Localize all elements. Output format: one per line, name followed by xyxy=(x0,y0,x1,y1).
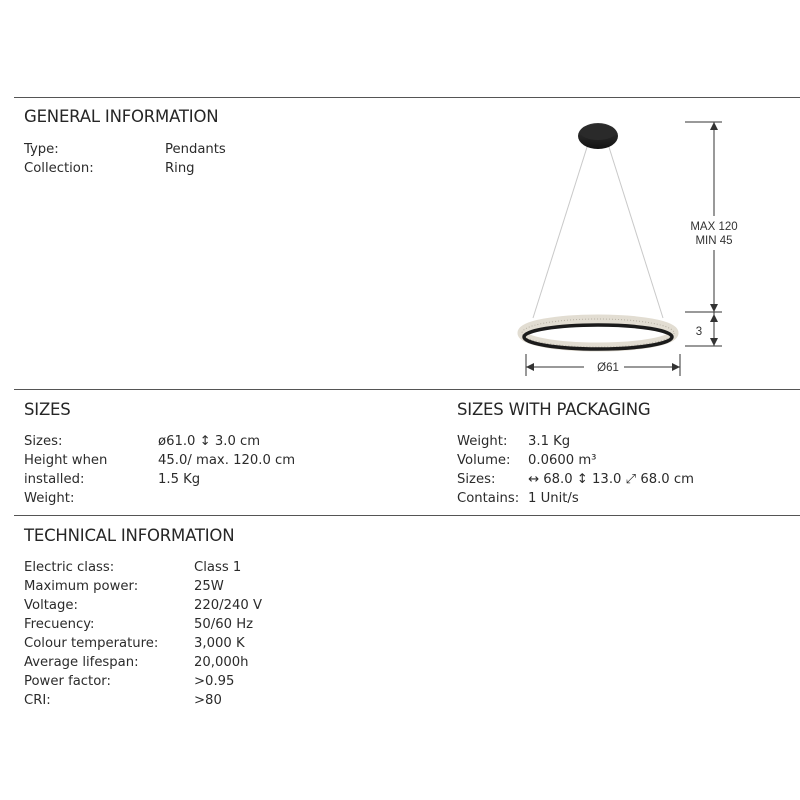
technical-value: 3,000 K xyxy=(194,636,245,651)
technical-label: CRI: xyxy=(24,693,51,708)
technical-label: Average lifespan: xyxy=(24,655,139,670)
technical-value: 25W xyxy=(194,579,224,594)
packaging-label: Contains: xyxy=(457,491,520,506)
sizes-values xyxy=(158,432,295,489)
packaging-label: Volume: xyxy=(457,453,511,468)
sizes-label: Sizes: xyxy=(24,434,63,449)
packaging-heading: SIZES WITH PACKAGING xyxy=(457,400,651,419)
packaging-value: 0.0600 m³ xyxy=(528,453,597,468)
technical-label: Frecuency: xyxy=(24,617,95,632)
technical-label: Electric class: xyxy=(24,560,115,575)
technical-value: Class 1 xyxy=(194,560,242,575)
technical-information-heading: TECHNICAL INFORMATION xyxy=(24,526,235,545)
info-label: Collection: xyxy=(24,161,94,176)
ring-height-label: 3 xyxy=(695,326,703,338)
technical-value: 20,000h xyxy=(194,655,249,670)
suspension-cable-right xyxy=(608,144,663,318)
info-value: Ring xyxy=(165,161,195,176)
min-height-label: MIN 45 xyxy=(695,235,733,247)
ring-lamp xyxy=(522,319,674,349)
pendant-technical-drawing xyxy=(500,108,770,388)
technical-divider xyxy=(14,515,800,516)
suspension-cable-left xyxy=(533,144,588,318)
packaging-label: Weight: xyxy=(457,434,508,449)
sizes-divider xyxy=(14,389,800,390)
sizes-value: 1.5 Kg xyxy=(158,472,201,487)
packaging-label: Sizes: xyxy=(457,472,496,487)
technical-value: 220/240 V xyxy=(194,598,262,613)
technical-label: Voltage: xyxy=(24,598,78,613)
technical-label: Power factor: xyxy=(24,674,111,689)
top-divider xyxy=(14,97,800,98)
sizes-label: Height when xyxy=(24,453,108,468)
sizes-value: ø61.0 ↕ 3.0 cm xyxy=(158,434,261,449)
diameter-label: Ø61 xyxy=(597,362,619,374)
info-value: Pendants xyxy=(165,142,226,157)
ceiling-canopy xyxy=(578,123,618,149)
technical-label: Colour temperature: xyxy=(24,636,159,651)
sizes-label: Weight: xyxy=(24,491,75,506)
packaging-value: 3.1 Kg xyxy=(528,434,571,449)
technical-value: >80 xyxy=(194,693,222,708)
packaging-value: ↔ 68.0 ↕ 13.0 ⤢ 68.0 cm xyxy=(528,472,694,487)
technical-labels xyxy=(24,558,158,710)
sizes-label: installed: xyxy=(24,472,85,487)
sizes-labels xyxy=(24,432,107,508)
technical-value: >0.95 xyxy=(194,674,235,689)
sizes-value: 45.0/ max. 120.0 cm xyxy=(158,453,296,468)
technical-values xyxy=(194,558,262,710)
technical-value: 50/60 Hz xyxy=(194,617,254,632)
max-height-label: MAX 120 xyxy=(690,221,738,233)
info-label: Type: xyxy=(24,142,59,157)
general-information-heading: GENERAL INFORMATION xyxy=(24,107,219,126)
technical-label: Maximum power: xyxy=(24,579,139,594)
packaging-value: 1 Unit/s xyxy=(528,491,579,506)
sizes-heading: SIZES xyxy=(24,400,71,419)
